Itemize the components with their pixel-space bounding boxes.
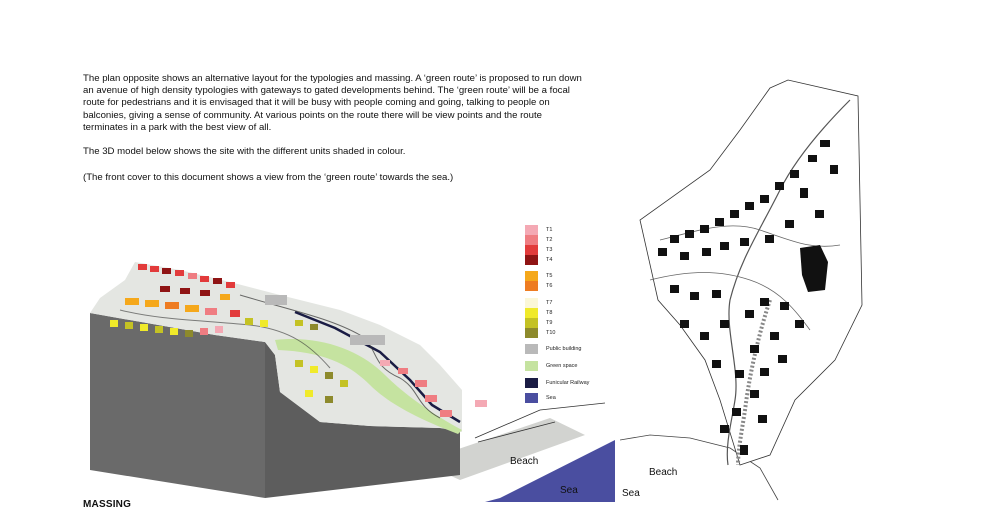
legend-swatch — [525, 225, 538, 235]
model-beach-label: Beach — [510, 456, 539, 467]
legend-item-t8: T8 — [525, 307, 552, 318]
legend-item-t7: T7 — [525, 297, 552, 308]
legend-item-t1: T1 — [525, 224, 552, 235]
massing-heading: MASSING — [83, 499, 132, 510]
legend-item-t9: T9 — [525, 317, 552, 328]
legend-item-green-space: Green space — [525, 360, 578, 371]
legend-item-t4: T4 — [525, 254, 552, 265]
legend-swatch — [525, 308, 538, 318]
legend-swatch — [525, 378, 538, 388]
legend-swatch — [525, 255, 538, 265]
legend-swatch — [525, 344, 538, 354]
legend-item-sea: Sea — [525, 392, 556, 403]
legend-swatch — [525, 361, 538, 371]
legend-item-t5: T5 — [525, 270, 552, 281]
model-sea-label: Sea — [560, 485, 578, 496]
legend-swatch — [525, 235, 538, 245]
model-terrain-front-left — [90, 313, 265, 498]
model-public-building — [350, 335, 385, 345]
legend-swatch — [525, 328, 538, 338]
legend-item-public-building: Public building — [525, 343, 581, 354]
legend-item-t10: T10 — [525, 327, 555, 338]
legend-item-t3: T3 — [525, 244, 552, 255]
plan-sea-label: Sea — [622, 488, 640, 499]
legend-swatch — [525, 271, 538, 281]
model-public-building — [265, 295, 287, 305]
typology-legend — [525, 224, 635, 414]
legend-swatch — [525, 393, 538, 403]
legend-item-t6: T6 — [525, 280, 552, 291]
legend-swatch — [525, 298, 538, 308]
model-caption-paragraph: The 3D model below shows the site with the different units shaded in colour. — [83, 146, 406, 157]
legend-swatch — [525, 245, 538, 255]
legend-swatch — [525, 318, 538, 328]
intro-paragraph: The plan opposite shows an alternative layout for the typologies and massing. A ‘green route’ is proposed to run down an avenue of high density typologies with gateways to gated developments behind. The ‘green route’ will be a focal route for pedestrians and it is envisaged that it will be busy with people coming and going, talking to people on balconies, giving a sense of community. At various points on the route there will be view points and the route terminates in a park with the best view of all. — [83, 73, 582, 133]
plan-beach-label: Beach — [649, 467, 678, 478]
legend-swatch — [525, 281, 538, 291]
site-plan — [620, 70, 870, 510]
legend-item-funicular-railway: Funicular Railway — [525, 377, 589, 388]
plan-site-boundary — [640, 80, 862, 465]
legend-item-t2: T2 — [525, 234, 552, 245]
cover-note-paragraph: (The front cover to this document shows a view from the ‘green route’ towards the sea.) — [83, 172, 454, 183]
